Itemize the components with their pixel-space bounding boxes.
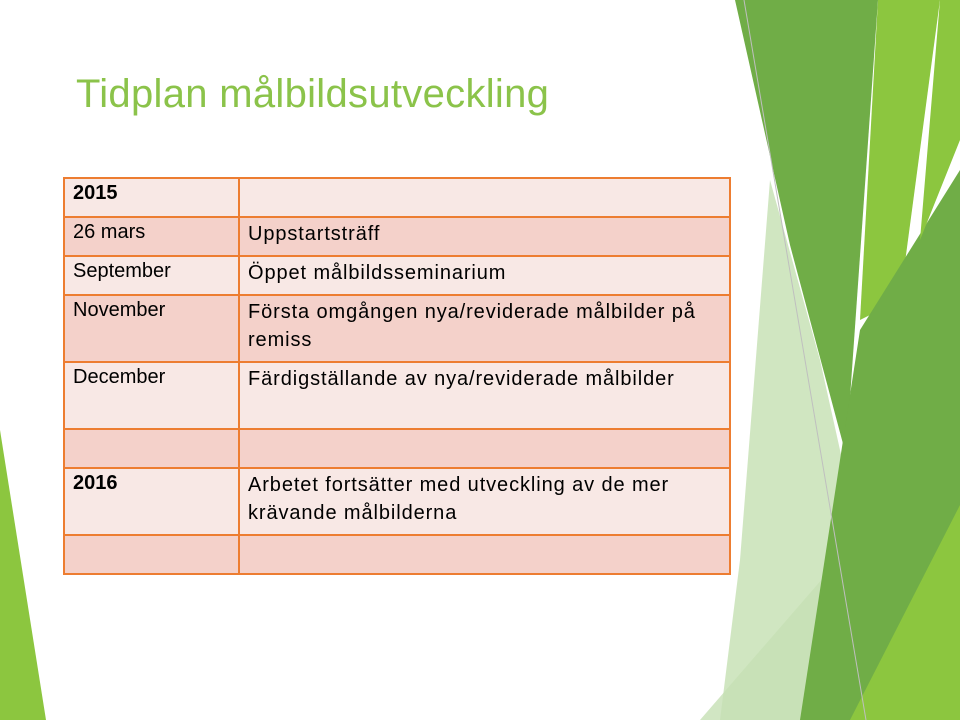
- period-cell: [64, 429, 239, 468]
- period-cell: [64, 535, 239, 574]
- activity-cell: Färdigställande av nya/reviderade målbilder: [239, 362, 730, 429]
- activity-cell: Uppstartsträff: [239, 217, 730, 256]
- period-cell: 2015: [64, 178, 239, 217]
- period-cell: November: [64, 295, 239, 362]
- decor-shape-left: [0, 430, 46, 720]
- table-row: [64, 256, 730, 295]
- activity-cell: Första omgången nya/reviderade målbilder på remiss: [239, 295, 730, 362]
- table-row: [64, 362, 730, 429]
- period-cell: September: [64, 256, 239, 295]
- slide-title: Tidplan målbildsutveckling: [76, 72, 550, 116]
- activity-cell: Arbetet fortsätter med utveckling av de mer krävande målbilderna: [239, 468, 730, 535]
- schedule-table: [63, 177, 731, 575]
- activity-cell: [239, 535, 730, 574]
- activity-cell: Öppet målbildsseminarium: [239, 256, 730, 295]
- table-row: [64, 535, 730, 574]
- period-cell: 2016: [64, 468, 239, 535]
- table-row: [64, 178, 730, 217]
- period-cell: 26 mars: [64, 217, 239, 256]
- table-row: [64, 295, 730, 362]
- table-row: [64, 429, 730, 468]
- table-row: [64, 468, 730, 535]
- activity-cell: [239, 178, 730, 217]
- table-row: [64, 217, 730, 256]
- period-cell: December: [64, 362, 239, 429]
- activity-cell: [239, 429, 730, 468]
